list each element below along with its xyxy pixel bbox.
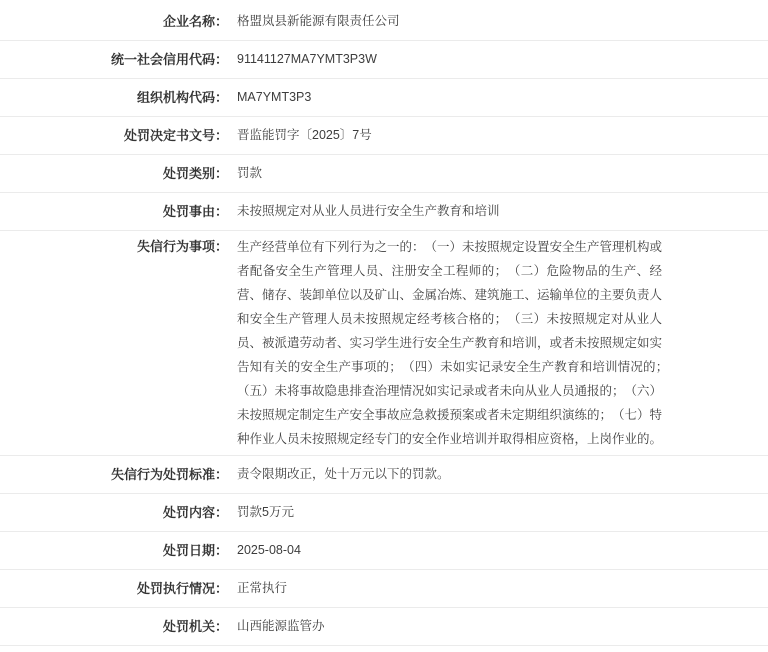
- record-row-organization-code: [0, 79, 768, 117]
- record-row-penalty-execution-status: [0, 570, 768, 608]
- record-row-penalty-category: [0, 155, 768, 193]
- record-row-unified-social-credit-code: [0, 41, 768, 79]
- field-label: 失信行为事项：: [136, 239, 228, 254]
- record-row-penalty-date: [0, 532, 768, 570]
- record-row-enterprise-name: [0, 3, 768, 41]
- field-value: 罚款: [237, 166, 263, 180]
- field-label: 失信行为处罚标准：: [110, 467, 228, 482]
- field-value: 生产经营单位有下列行为之一的： （一）未按照规定设置安全生产管理机构或者配备安全生产管理人员、注册安全工程师的； （二）危险物品的生产、经营、储存、装卸单位以及矿山、金属冶炼、建筑施工、运输单位的主要负责人和安全生产管理人员未按照规定经考核合格的； （三）未按照规定对从业人员、被派遣劳动者、实习学生进行安全生产教育和培训，或者未按照规定如实告知有关的安全生产事项的； （四）未如实记录安全生产教育和培训情况的； （五）未将事故隐患排查治理情况如实记录或者未向从业人员通报的； （六）未按照规定制定生产安全事故应急救援预案或者未定期组织演练的； （七）特种作业人员未按照规定经专门的安全作业培训并取得相应资格，上岗作业的。: [237, 240, 675, 446]
- field-label: 统一社会信用代码：: [110, 52, 228, 67]
- field-value: 晋监能罚字〔2025〕7号: [237, 128, 372, 142]
- record-row-penalty-authority: [0, 608, 768, 646]
- field-value: 格盟岚县新能源有限责任公司: [237, 14, 400, 28]
- field-value: 未按照规定对从业人员进行安全生产教育和培训: [237, 204, 500, 218]
- record-row-penalty-decision-doc-number: [0, 117, 768, 155]
- record-row-penalty-content: [0, 494, 768, 532]
- field-value: 正常执行: [237, 581, 288, 595]
- record-row-dishonest-behavior-items: [0, 231, 768, 456]
- field-label: 处罚日期：: [162, 543, 228, 558]
- field-label: 处罚内容：: [162, 505, 228, 520]
- record-row-penalty-reason: [0, 193, 768, 231]
- field-label: 处罚决定书文号：: [123, 128, 228, 143]
- field-value: MA7YMT3P3: [237, 90, 312, 104]
- field-label: 处罚类别：: [162, 166, 228, 181]
- field-value: 山西能源监管办: [237, 619, 325, 633]
- field-value: 2025-08-04: [237, 543, 301, 557]
- field-label: 企业名称：: [162, 14, 228, 29]
- field-value: 罚款5万元: [237, 505, 294, 519]
- record-row-dishonest-behavior-penalty-standard: [0, 456, 768, 494]
- field-label: 处罚执行情况：: [136, 581, 228, 596]
- field-label: 处罚机关：: [162, 619, 228, 634]
- field-value: 91141127MA7YMT3P3W: [237, 52, 377, 66]
- field-label: 组织机构代码：: [136, 90, 228, 105]
- field-label: 处罚事由：: [162, 204, 228, 219]
- field-value: 责令限期改正，处十万元以下的罚款。: [237, 467, 450, 481]
